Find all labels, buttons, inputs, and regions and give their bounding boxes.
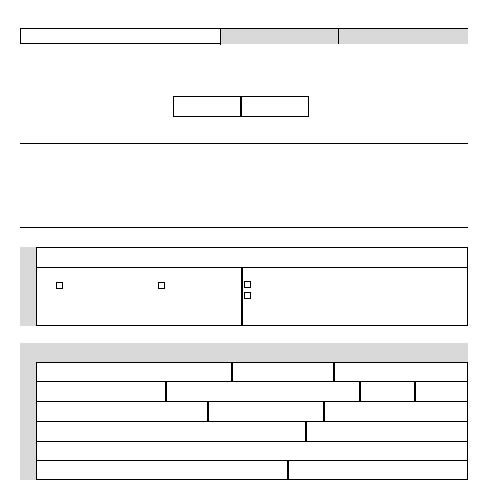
- apartment-number-field[interactable]: [415, 382, 468, 402]
- header: [20, 4, 468, 15]
- postal-code-field[interactable]: [306, 422, 468, 442]
- voivodeship-field[interactable]: [36, 402, 208, 422]
- checkbox-correction[interactable]: [158, 282, 165, 289]
- first-name-field[interactable]: [232, 362, 334, 382]
- month-field[interactable]: [173, 96, 241, 117]
- checkbox-declaration[interactable]: [56, 282, 63, 289]
- foreign-id-country-note: [291, 468, 321, 472]
- municipality-field[interactable]: [324, 402, 468, 422]
- option-declaration[interactable]: [56, 282, 67, 289]
- status-field: [339, 29, 468, 44]
- tax-office-field[interactable]: [36, 247, 468, 268]
- document-number-field: [221, 29, 339, 44]
- option-correction-art81[interactable]: [244, 279, 255, 288]
- surname-field[interactable]: [36, 362, 232, 382]
- county-field[interactable]: [208, 402, 324, 422]
- purpose-field: [36, 268, 242, 326]
- birth-date-field[interactable]: [334, 362, 468, 382]
- checkbox-correction-art81[interactable]: [244, 281, 251, 288]
- city-field[interactable]: [36, 422, 306, 442]
- foreign-id-field[interactable]: [36, 442, 468, 461]
- option-correction-art81b[interactable]: [244, 290, 255, 299]
- taxpayer-id-field[interactable]: [21, 29, 221, 45]
- correction-type-field: [242, 268, 468, 326]
- street-field[interactable]: [166, 382, 360, 402]
- foreign-id-country-field[interactable]: [288, 461, 468, 480]
- year-field[interactable]: [241, 96, 309, 117]
- legal-basis-block: [20, 143, 468, 228]
- house-number-field[interactable]: [360, 382, 415, 402]
- top-field-row: [20, 28, 468, 44]
- option-correction[interactable]: [158, 282, 169, 289]
- foreign-id-type-field[interactable]: [36, 461, 288, 480]
- checkbox-correction-art81b[interactable]: [244, 292, 251, 299]
- country-field[interactable]: [36, 382, 166, 402]
